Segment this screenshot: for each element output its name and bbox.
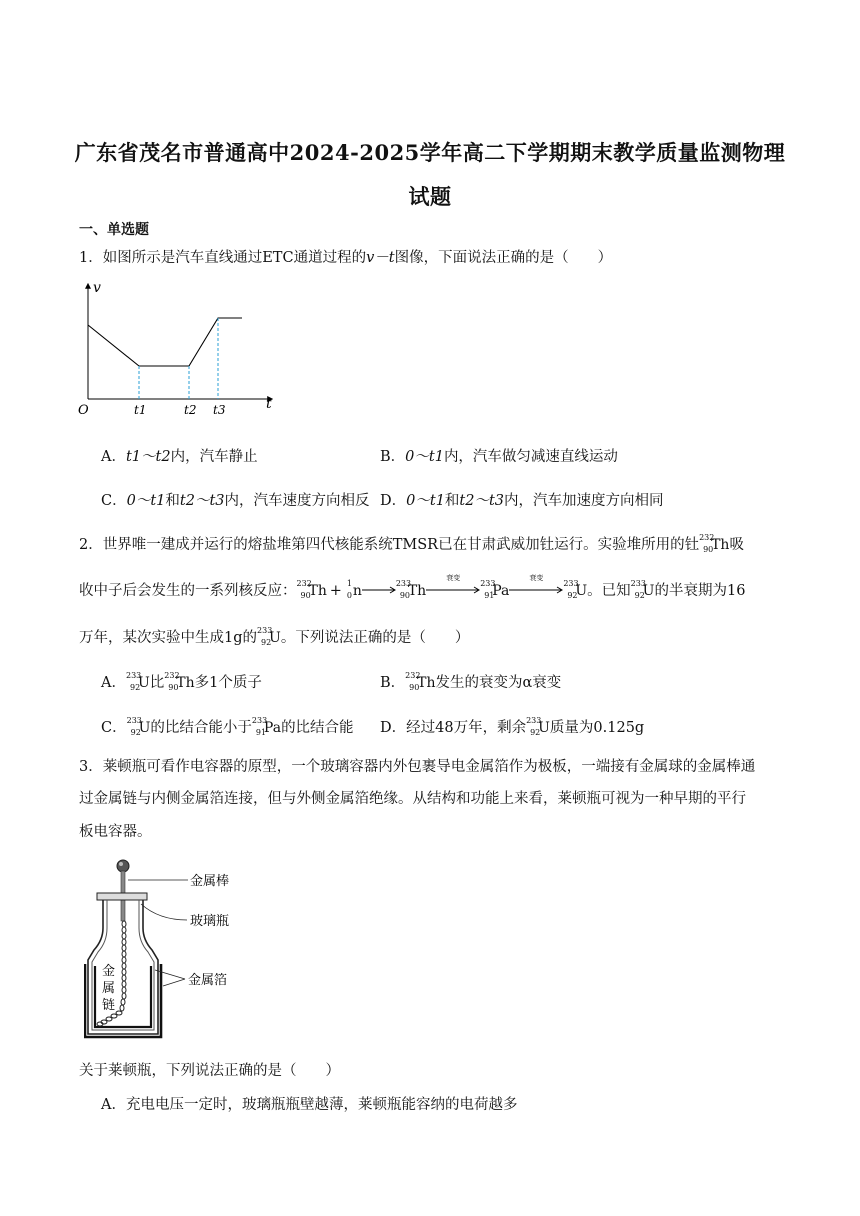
option-letter: A．: [101, 449, 126, 465]
option-text: 比: [149, 675, 165, 691]
q3-option-a[interactable]: A．充电电压一定时，玻璃瓶瓶壁越薄，莱顿瓶能容纳的电荷越多: [101, 1097, 518, 1113]
page-title-line2: 试题: [408, 184, 452, 209]
option-letter: C．: [101, 493, 127, 509]
q2-text: 万年，某次实验中生成1g的: [79, 630, 258, 646]
option-text: 的比结合能小于: [150, 720, 252, 736]
q2-option-a[interactable]: [101, 671, 262, 692]
q2-text: 收中子后会发生的一系列核反应：: [79, 583, 297, 599]
nuclide-th232: 232 90 Th: [699, 533, 730, 554]
tick-t2: t2: [184, 403, 197, 417]
nuclide-neutron: 1 0 n: [346, 579, 362, 600]
option-text: 的比结合能: [281, 720, 354, 736]
q3-stem-line1: 3．莱顿瓶可看作电容器的原型，一个玻璃容器内外包裹导电金属箔作为极板，一端接有金属球的金属棒通: [79, 759, 756, 775]
foil-label: 金属箔: [188, 973, 228, 988]
nuclide-pa233: 233 91 Pa: [480, 579, 510, 600]
q2-option-d[interactable]: [380, 716, 644, 737]
q2-text: 2．世界唯一建成并运行的熔盐堆第四代核能系统TMSR已在甘肃武威加钍运行。实验堆所用的钍: [79, 537, 700, 553]
q3-stem-line3: 板电容器。: [79, 824, 152, 840]
option-range: 0～t1: [126, 493, 166, 509]
option-letter: D．: [380, 493, 407, 509]
nuclide-u233: 233 92 U: [630, 579, 655, 600]
tick-t1: t1: [134, 403, 147, 417]
decay-arrow: 衰变: [426, 583, 480, 599]
q2-text: 吸: [729, 537, 744, 553]
q1-option-a[interactable]: [101, 445, 258, 466]
option-range: t2～t3: [179, 493, 225, 509]
q1-option-d[interactable]: [380, 489, 664, 510]
option-range: 0～t1: [406, 493, 445, 509]
option-text: 内，汽车速度方向相反: [224, 493, 370, 509]
option-range: 0～t1: [405, 449, 444, 465]
q2-option-b[interactable]: [380, 671, 561, 692]
q2-text: 。已知: [587, 583, 631, 599]
q3-stem-line2: 过金属链与内侧金属箔连接，但与外侧金属箔绝缘。从结构和功能上来看，莱顿瓶可视为一种早期的平行: [79, 791, 746, 807]
decay-arrow: 衰变: [509, 583, 563, 599]
section-heading: 一、单选题: [79, 222, 149, 238]
q2-stem-line3: [79, 626, 469, 647]
metal-ball: [117, 860, 129, 872]
rod-label: 金属棒: [190, 874, 230, 889]
option-text: 内，汽车静止: [170, 449, 258, 465]
option-text: 内，汽车做匀减速直线运动: [443, 449, 618, 465]
option-text: 发生的衰变为α衰变: [435, 675, 562, 691]
q1-stem-after: 图像，下面说法正确的是（ ）: [394, 250, 613, 266]
q1-stem-before: 1．如图所示是汽车直线通过ETC通道过程的: [79, 250, 367, 266]
option-text: 内，汽车加速度方向相同: [504, 493, 664, 509]
option-and: 和: [444, 493, 460, 509]
nuclide-u233: 233 92 U: [126, 716, 151, 737]
q1-stem-var: v－t: [366, 250, 395, 266]
q1-stem: [79, 246, 612, 267]
nuclide-pa233: 233 91 Pa: [251, 716, 282, 737]
q1-vt-graph: [76, 278, 286, 423]
q2-text: 。下列说法正确的是（ ）: [280, 630, 470, 646]
origin-label: O: [78, 403, 89, 418]
option-text: 多1个质子: [194, 675, 262, 691]
option-letter: C．: [101, 720, 127, 736]
option-text: 质量为0.125g: [549, 720, 645, 736]
chain-label-2: 属: [102, 981, 116, 996]
q2-stem-line1: [79, 533, 744, 554]
reaction-arrow: [362, 583, 396, 599]
chain-label-1: 金: [102, 964, 116, 979]
option-letter: B．: [380, 449, 406, 465]
vt-curve: [88, 318, 242, 366]
page-title: 广东省茂名市普通高中2024-2025学年高二下学期期末教学质量监测物理: [74, 140, 786, 165]
nuclide-th232: 232 90 Th: [164, 671, 195, 692]
nuclide-u233: 233 92 U: [563, 579, 588, 600]
option-text: 经过48万年，剩余: [406, 720, 527, 736]
q2-option-c[interactable]: [101, 716, 354, 737]
option-range: t2～t3: [459, 493, 505, 509]
option-range: t1～t2: [125, 449, 171, 465]
option-letter: A．: [101, 675, 126, 691]
jar-lid: [97, 893, 147, 900]
nuclide-th232: 232 90 Th: [296, 579, 327, 600]
tick-t3: t3: [213, 403, 226, 417]
nuclide-u233: 233 92 U: [257, 626, 281, 647]
nuclide-u233: 233 92 U: [125, 671, 150, 692]
q1-option-b[interactable]: [380, 445, 618, 466]
q3-question: 关于莱顿瓶，下列说法正确的是（ ）: [79, 1063, 340, 1079]
option-letter: B．: [380, 675, 406, 691]
option-and: 和: [165, 493, 180, 509]
y-axis-label: v: [93, 280, 101, 296]
chain-label-3: 链: [102, 998, 116, 1013]
bottle-label: 玻璃瓶: [190, 914, 230, 929]
nuclide-u233: 233 92 U: [526, 716, 550, 737]
q2-stem-line2: 收中子后会发生的一系列核反应： 232 90 Th + 1 0 n 233 90 Th 衰变 233 91 Pa 衰变 233 92 U。已知 233 92 U的半衰期为16: [79, 574, 746, 600]
q1-option-c[interactable]: [101, 489, 370, 510]
nuclide-th232: 232 90 Th: [405, 671, 436, 692]
nuclide-th233: 233 90 Th: [395, 579, 427, 600]
q2-text: 的半衰期为16: [654, 583, 746, 599]
leyden-jar-figure: [84, 858, 254, 1040]
x-axis-label: t: [266, 396, 272, 412]
option-letter: D．: [380, 720, 407, 736]
